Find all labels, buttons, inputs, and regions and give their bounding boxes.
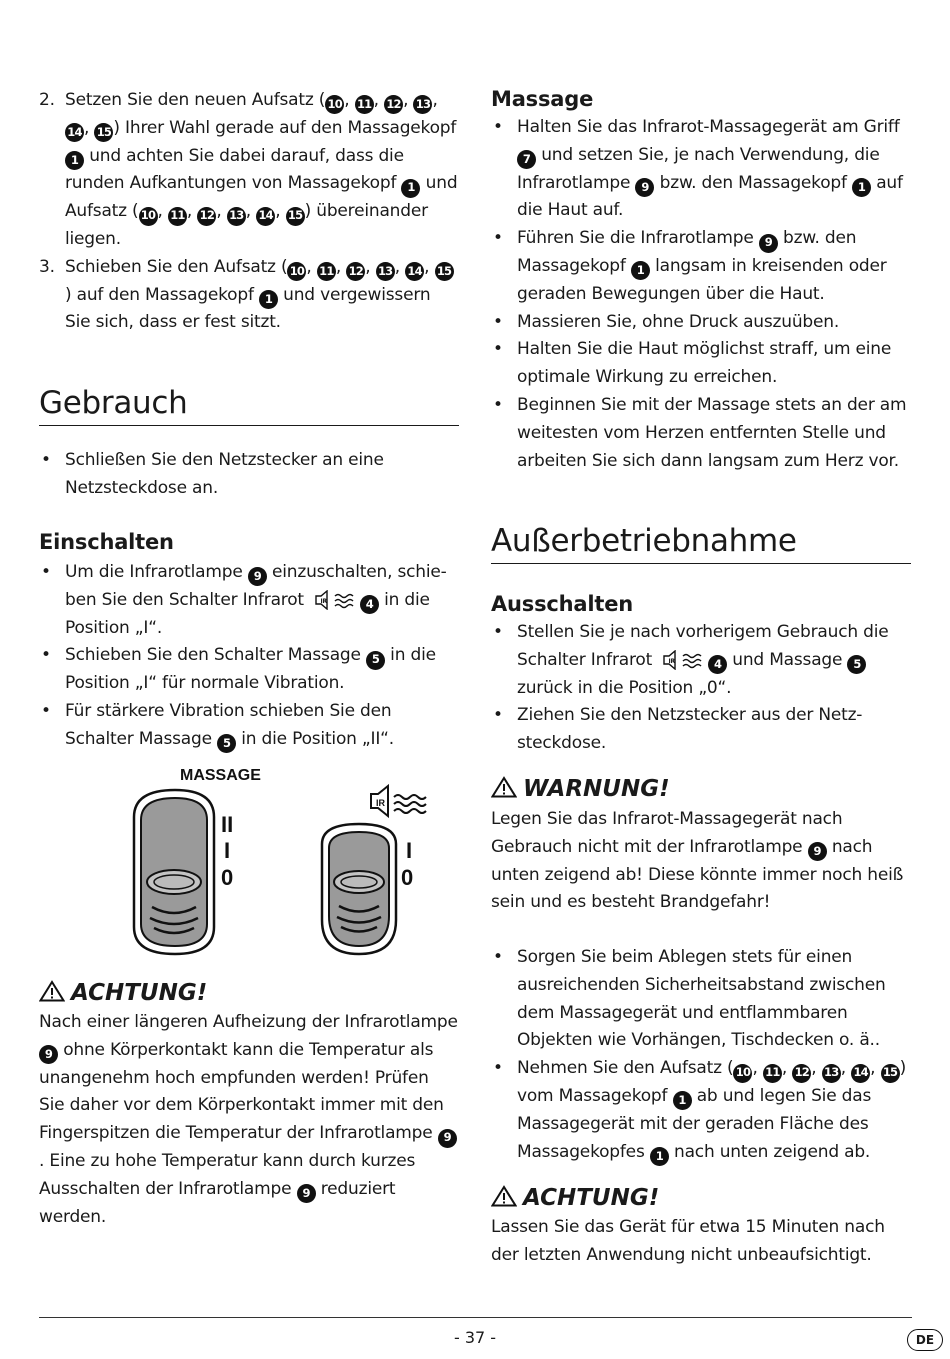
sep: ,: [840, 1058, 852, 1079]
text: auf die Haut auf.: [517, 172, 903, 221]
text: in die Position „I“.: [65, 589, 430, 638]
text: reduziert werden.: [39, 1178, 396, 1227]
list-item: [39, 642, 459, 698]
ref-1-icon: 1: [673, 1091, 692, 1110]
ref-11-icon: 11: [355, 95, 374, 114]
list-item: • Massieren Sie, ohne Druck auszuüben.: [491, 309, 911, 337]
warning-triangle-icon: [491, 1185, 517, 1207]
list-item: • Schließen Sie den Netzstecker an eine Netzsteckdose an.: [39, 447, 459, 503]
ref-12-icon: 12: [346, 262, 365, 281]
ref-11-icon: 11: [317, 262, 336, 281]
ref-9-icon: 9: [759, 234, 778, 253]
sep: ,: [403, 90, 414, 110]
massage-switch-label: MASSAGE: [180, 767, 261, 784]
warning-triangle-icon: [39, 980, 65, 1002]
svg-text:IR: IR: [668, 657, 675, 665]
ref-13-icon: 13: [413, 95, 432, 114]
list-item: [491, 114, 911, 225]
text: und Massage: [727, 649, 848, 670]
ref-4-icon: 4: [708, 655, 727, 674]
ref-7-icon: 7: [517, 150, 536, 169]
infrared-switch: [322, 824, 396, 954]
ref-9-icon: 9: [808, 842, 827, 861]
ref-14-icon: 14: [851, 1064, 870, 1083]
ref-4-icon: 4: [360, 595, 379, 614]
ausschalten-heading: Ausschalten: [491, 592, 634, 616]
ref-14-icon: 14: [405, 262, 424, 281]
text: in die Position „II“.: [236, 728, 394, 749]
ref-13-icon: 13: [227, 207, 246, 226]
ref-9-icon: 9: [438, 1129, 457, 1148]
ref-15-icon: 15: [881, 1064, 900, 1083]
ref-10-icon: 10: [139, 207, 158, 226]
text: ) übereinander liegen.: [65, 201, 428, 249]
sep: ,: [811, 1058, 822, 1079]
achtung2-heading: [491, 1183, 659, 1213]
sep: ,: [275, 201, 286, 222]
text: . Eine zu hohe Temperatur kann durch kurzes Ausschalten der Infrarotlampe: [39, 1150, 416, 1199]
list-item: • Halten Sie die Haut möglichst straff, um eine optimale Wirkung zu erreichen.: [491, 336, 911, 392]
infrared-label-icon: [371, 786, 426, 816]
achtung-heading: [39, 978, 207, 1008]
text: langsam in kreisenden oder geraden Bewegungen über die Haut.: [517, 255, 887, 304]
position-I-label: I: [224, 838, 231, 863]
text: und vergewissern Sie sich, dass er fest sitzt.: [65, 284, 431, 333]
list-item: [39, 559, 459, 642]
ref-10-icon: 10: [733, 1064, 752, 1083]
text: in die Position „I“ für normale Vibration.: [65, 645, 436, 694]
sep: ,: [870, 1058, 881, 1079]
sep: ,: [84, 117, 95, 138]
text: und achten Sie dabei darauf, dass die runden Aufkantungen von Massagekopf: [65, 145, 404, 194]
position-0-label: 0: [221, 865, 234, 890]
list-item: [491, 619, 911, 702]
sep: ,: [186, 201, 198, 222]
ref-10-icon: 10: [287, 262, 306, 281]
ir-text: IR: [376, 798, 385, 808]
ref-15-icon: 15: [286, 207, 305, 226]
sep: ,: [432, 90, 438, 110]
ref-12-icon: 12: [792, 1064, 811, 1083]
ref-10-icon: 10: [325, 95, 344, 114]
ref-5-icon: 5: [847, 655, 866, 674]
warnung-title: WARNUNG!: [523, 776, 670, 802]
ref-9-icon: 9: [39, 1045, 58, 1064]
ref-1-icon: 1: [852, 178, 871, 197]
text: Schieben Sie den Schalter Massage: [65, 645, 366, 666]
text: Setzen Sie den neuen Aufsatz (: [65, 90, 326, 110]
ir-position-I-label: I: [406, 838, 413, 863]
massage-heading: Massage: [491, 87, 594, 111]
sep: ,: [424, 256, 435, 277]
text: und Aufsatz (: [65, 173, 458, 222]
ref-12-icon: 12: [384, 95, 403, 114]
text: Halten Sie das Infrarot-Massagegerät am Griff: [517, 117, 900, 137]
einschalten-list: [39, 559, 459, 754]
text: Führen Sie die Infrarotlampe: [517, 228, 759, 249]
warning-triangle-icon: [491, 776, 517, 798]
step-number: 3.: [39, 256, 55, 277]
text: Nach einer längeren Aufheizung der Infrarotlampe: [39, 1012, 458, 1032]
warnung-heading: [491, 774, 670, 804]
gebrauch-list: [39, 447, 459, 503]
text: bzw. den Massagekopf: [517, 228, 857, 276]
text: einzuschalten, schieben Sie den Schalter Infrarot: [65, 562, 447, 610]
text: Für stärkere Vibration schieben Sie den Schalter Massage: [65, 700, 392, 749]
ref-12-icon: 12: [197, 207, 216, 226]
text: nach unten zeigend ab! Diese könnte immer noch heiß sein und es besteht Brandgefahr!: [491, 836, 904, 913]
sep: ,: [781, 1058, 793, 1079]
text: Legen Sie das Infrarot-Massagegerät nach Gebrauch nicht mit der Infrarotlampe: [491, 809, 843, 857]
sep: ,: [216, 201, 227, 222]
ref-9-icon: 9: [297, 1184, 316, 1203]
ref-9-icon: 9: [248, 567, 267, 586]
sep: ,: [306, 256, 317, 277]
text: Um die Infrarotlampe: [65, 562, 248, 582]
sep: ,: [335, 256, 347, 277]
text: ) vom Massagekopf: [517, 1058, 906, 1106]
text: zurück in die Position „0“.: [517, 677, 732, 698]
text: ohne Körperkontakt kann die Temperatur als unangenehm hoch empfunden werden! Prüfen Sie daher vor dem Körperkontakt immer mit den Fingerspitzen die Temperatur der Infrarotlampe: [39, 1039, 444, 1144]
achtung-text: [39, 1009, 459, 1231]
infrared-symbol-icon: [314, 590, 356, 610]
list-item: • Beginnen Sie mit der Massage stets an der am weitesten vom Herzen entfernten Stelle und arbeiten Sie sich dann langsam zum Herz vor.: [491, 392, 911, 475]
text: bzw. den Massagekopf: [654, 172, 853, 193]
ausschalten-list: [491, 619, 911, 758]
infrared-symbol-icon: [662, 650, 704, 670]
svg-text:IR: IR: [320, 597, 327, 605]
list-item: • Sorgen Sie beim Ablegen stets für einen ausreichenden Sicherheitsabstand zwischen dem Massagegerät und entflammbaren Objekten wie Vorhängen, Tischdecken o. ä..: [491, 944, 911, 1055]
ir-position-0-label: 0: [401, 865, 414, 890]
step-3: [39, 254, 459, 337]
gebrauch-heading: Gebrauch: [39, 383, 459, 426]
text: Stellen Sie je nach vorherigem Gebrauch die Schalter Infrarot: [517, 622, 889, 670]
warnung-text: [491, 806, 911, 917]
text: ab und legen Sie das Massagegerät mit der geraden Fläche des Massagekopfes: [517, 1085, 872, 1162]
step-2: [39, 87, 459, 254]
page-number: - 37 -: [453, 1328, 497, 1347]
ref-14-icon: 14: [65, 123, 84, 142]
massage-list: [491, 114, 911, 475]
ref-9-icon: 9: [635, 178, 654, 197]
language-badge: DE: [907, 1329, 943, 1351]
sep: ,: [245, 201, 257, 222]
assembly-steps: [39, 87, 459, 337]
ref-14-icon: 14: [256, 207, 275, 226]
sep: ,: [394, 256, 406, 277]
achtung2-text: Lassen Sie das Gerät für etwa 15 Minuten nach der letzten Anwendung nicht unbeaufsichtigt.: [491, 1217, 885, 1265]
text: nach unten zeigend ab.: [668, 1141, 871, 1162]
text: und setzen Sie, je nach Verwendung, die Infrarotlampe: [517, 144, 880, 193]
text: ) auf den Massagekopf: [65, 284, 259, 305]
ref-5-icon: 5: [366, 651, 385, 670]
switch-illustration: [128, 762, 448, 962]
storage-list: [491, 944, 911, 1166]
sep: ,: [752, 1058, 763, 1079]
ausserbetriebnahme-heading: Außerbetriebnahme: [491, 521, 911, 564]
ref-1-icon: 1: [401, 179, 420, 198]
ref-1-icon: 1: [65, 151, 84, 170]
list-item: [39, 698, 459, 754]
ref-13-icon: 13: [376, 262, 395, 281]
einschalten-heading: Einschalten: [39, 530, 174, 554]
ref-1-icon: 1: [631, 261, 650, 280]
achtung2-title: ACHTUNG!: [523, 1185, 660, 1211]
text: ) Ihrer Wahl gerade auf den Massagekopf: [113, 117, 457, 138]
ref-15-icon: 15: [94, 123, 113, 142]
footer-divider: [39, 1317, 912, 1318]
sep: ,: [373, 90, 385, 110]
achtung-title: ACHTUNG!: [71, 980, 208, 1006]
step-number: 2.: [39, 90, 55, 110]
ref-11-icon: 11: [763, 1064, 782, 1083]
text: Schieben Sie den Aufsatz (: [65, 256, 288, 277]
list-item: [491, 225, 911, 308]
ref-1-icon: 1: [259, 290, 278, 309]
ref-1-icon: 1: [650, 1147, 669, 1166]
ref-15-icon: 15: [435, 262, 454, 281]
sep: ,: [157, 201, 168, 222]
position-II-label: II: [221, 812, 234, 837]
sep: ,: [365, 256, 376, 277]
sep: ,: [344, 90, 355, 110]
text: Nehmen Sie den Aufsatz (: [517, 1058, 734, 1079]
ref-5-icon: 5: [217, 734, 236, 753]
list-item: [491, 1055, 911, 1166]
massage-switch: [134, 790, 214, 954]
ref-13-icon: 13: [822, 1064, 841, 1083]
list-item: • Ziehen Sie den Netzstecker aus der Netzsteckdose.: [491, 702, 911, 758]
ref-11-icon: 11: [168, 207, 187, 226]
